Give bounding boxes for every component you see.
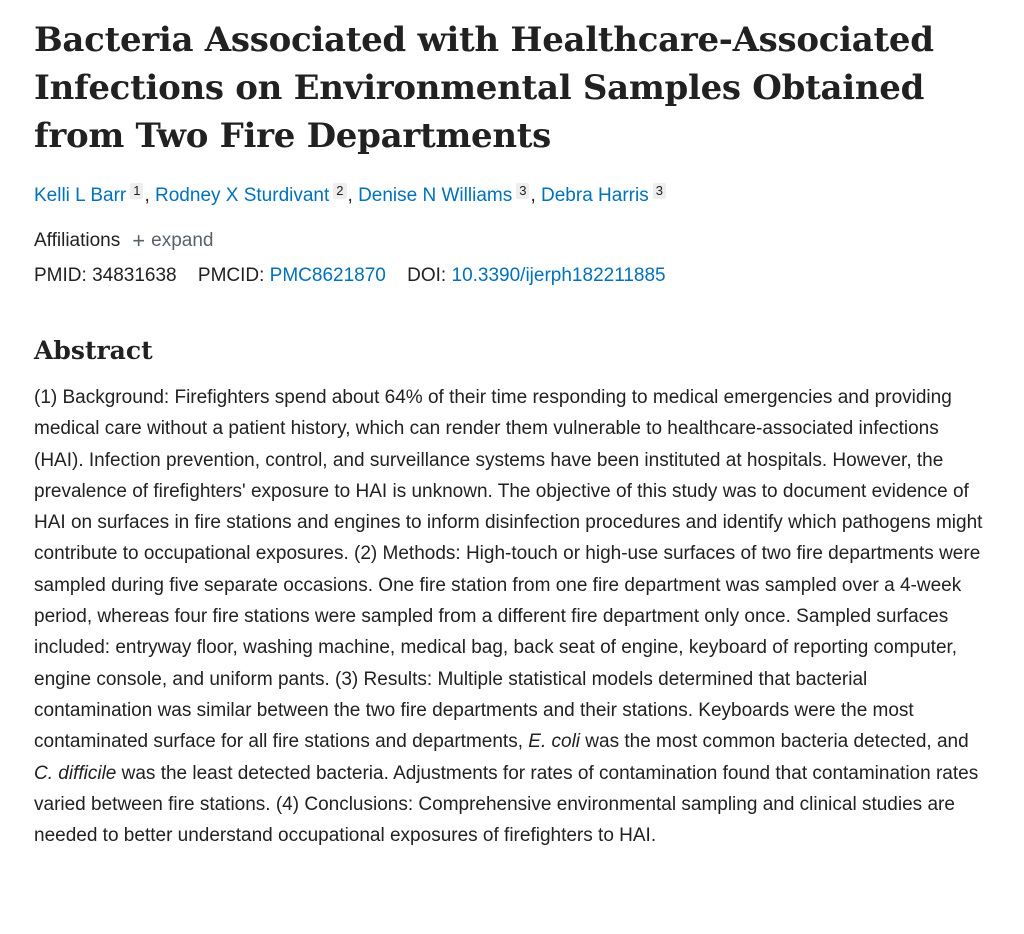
author-separator: , <box>144 185 156 206</box>
article-title: Bacteria Associated with Healthcare-Associated Infections on Environmental Samples Obtained from Two Fire Departments <box>34 20 934 156</box>
author-list <box>34 183 994 209</box>
abstract-italic-cdifficile: C. difficile <box>34 762 117 784</box>
author-link-debra-harris[interactable]: Debra Harris <box>541 185 649 206</box>
affiliations-expand-button[interactable] <box>132 229 213 253</box>
pmcid-link[interactable]: PMC8621870 <box>269 265 386 286</box>
affiliation-number-button[interactable]: 2 <box>333 183 346 199</box>
pmid-value: 34831638 <box>92 265 177 286</box>
expand-label: expand <box>151 230 214 251</box>
affiliation-number-button[interactable]: 3 <box>516 183 529 199</box>
abstract-text-part: (1) Background: Firefighters spend about 64% of their time responding to medical emergencies and providing medical care without a patient history, which can render them vulnerable to healthcare-associated infections (HAI). Infection prevention, control, and surveillance systems have been instituted at hospitals. However, the prevalence of firefighters' exposure to HAI is unknown. The objective of this study was to document evidence of HAI on surfaces in fire stations and engines to inform disinfection procedures and identify which pathogens might contribute to occupational exposures. (2) Methods: High-touch or high-use surfaces of two fire departments were sampled during five separate occasions. One fire station from one fire department was sampled over a 4-week period, whereas four fire stations were sampled from a different fire department only once. Sampled surfaces included: entryway floor, washing machine, medical bag, back seat of engine, keyboard of reporting computer, engine console, and uniform pants. (3) Results: Multiple statistical models determined that bacterial contamination was similar between the two fire departments and their stations. Keyboards were the most contaminated surface for all fire stations and departments, <box>34 387 983 753</box>
author-link-denise-williams[interactable]: Denise N Williams <box>358 185 513 206</box>
author-link-kelli-barr[interactable]: Kelli L Barr <box>34 185 127 206</box>
affiliations-label: Affiliations <box>34 230 121 251</box>
abstract-text <box>34 382 984 851</box>
affiliation-number-button[interactable]: 3 <box>653 183 666 199</box>
doi-label: DOI: <box>407 265 447 286</box>
pmcid-label: PMCID: <box>197 265 265 286</box>
affiliations-row <box>34 229 994 253</box>
abstract-heading: Abstract <box>34 336 153 365</box>
plus-icon: + <box>132 228 146 253</box>
abstract-text-part: was the least detected bacteria. Adjustments for rates of contamination found that contamination rates varied between fire stations. (4) Conclusions: Comprehensive environmental sampling and clinical studies are needed to better understand occupational exposures of firefighters to HAI. <box>34 762 979 847</box>
affiliation-number-button[interactable]: 1 <box>130 183 143 199</box>
abstract-text-part: was the most common bacteria detected, and <box>580 731 969 753</box>
pmid-label: PMID: <box>34 265 87 286</box>
abstract-italic-ecoli: E. coli <box>528 731 581 753</box>
article-page <box>34 16 994 851</box>
author-separator: , <box>530 185 542 206</box>
doi-link[interactable]: 10.3390/ijerph182211885 <box>451 265 666 286</box>
author-link-rodney-sturdivant[interactable]: Rodney X Sturdivant <box>155 185 330 206</box>
author-separator: , <box>347 185 359 206</box>
identifiers-row <box>34 264 994 288</box>
